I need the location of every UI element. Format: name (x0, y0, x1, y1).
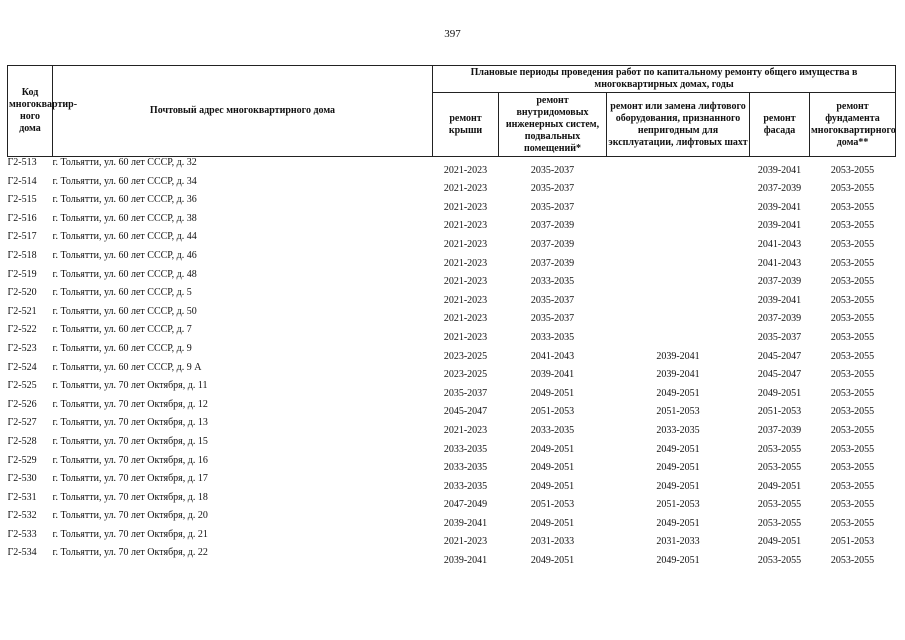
systems-cell: 2037-2039 (530, 257, 575, 269)
roof-cell: 2021-2023 (443, 536, 488, 548)
lift-cell: 2049-2051 (656, 462, 700, 474)
table-row (8, 417, 896, 436)
facade-cell: 2049-2051 (757, 480, 802, 492)
foundation-cell: 2053-2055 (830, 276, 875, 288)
foundation-cell: 2053-2055 (830, 387, 875, 399)
systems-cell: 2049-2051 (530, 387, 575, 399)
foundation-cell: 2053-2055 (830, 517, 875, 529)
systems-cell: 2033-2035 (530, 276, 575, 288)
systems-cell: 2049-2051 (530, 462, 575, 474)
lift-cell (607, 250, 750, 269)
facade-cell: 2037-2039 (757, 424, 802, 436)
table-row (8, 250, 896, 269)
address-cell: г. Тольятти, ул. 70 лет Октября, д. 12 (52, 398, 208, 410)
roof-cell: 2021-2023 (443, 201, 488, 213)
code-cell: Г2-518 (7, 249, 37, 261)
roof-cell: 2033-2035 (443, 443, 488, 455)
table-row (8, 269, 896, 288)
code-cell: Г2-532 (7, 510, 37, 522)
header-address: Почтовый адрес многоквартирного дома (53, 66, 433, 157)
facade-cell: 2051-2053 (757, 406, 802, 418)
address-cell: г. Тольятти, ул. 70 лет Октября, д. 21 (52, 528, 208, 540)
code-cell: Г2-522 (7, 324, 37, 336)
systems-cell: 2039-2041 (530, 369, 575, 381)
table-row (8, 324, 896, 343)
table-row (8, 287, 896, 306)
facade-cell: 2053-2055 (757, 443, 802, 455)
code-cell: Г2-521 (7, 305, 37, 317)
roof-cell: 2021-2023 (443, 331, 488, 343)
roof-cell: 2035-2037 (443, 387, 488, 399)
code-cell: Г2-534 (7, 547, 37, 559)
code-cell: Г2-520 (7, 287, 37, 299)
roof-cell: 2021-2023 (443, 276, 488, 288)
roof-cell: 2033-2035 (443, 462, 488, 474)
facade-cell: 2049-2051 (757, 387, 802, 399)
table-row (8, 306, 896, 325)
lift-cell (607, 269, 750, 288)
roof-cell: 2021-2023 (443, 183, 488, 195)
address-cell: г. Тольятти, ул. 60 лет СССР, д. 9 А (52, 361, 202, 373)
table-row (8, 231, 896, 250)
roof-cell: 2023-2025 (443, 369, 488, 381)
foundation-cell: 2053-2055 (830, 220, 875, 232)
lift-cell: 2051-2053 (656, 406, 700, 418)
address-cell: г. Тольятти, ул. 70 лет Октября, д. 20 (52, 510, 208, 522)
header-lift: ремонт или замена лифтового оборудования, признанного непригодным для эксплуатации, лифтовых шахт (607, 93, 750, 157)
lift-cell: 2049-2051 (656, 555, 700, 567)
foundation-cell: 2053-2055 (830, 555, 875, 567)
systems-cell: 2035-2037 (530, 164, 575, 176)
code-cell: Г2-528 (7, 435, 37, 447)
code-cell: Г2-524 (7, 361, 37, 373)
lift-cell (607, 306, 750, 325)
code-cell: Г2-514 (7, 175, 37, 187)
foundation-cell: 2053-2055 (830, 350, 875, 362)
table-row (8, 157, 896, 176)
table-row (8, 510, 896, 529)
lift-cell: 2039-2041 (656, 350, 700, 362)
header-roof: ремонт крыши (433, 93, 499, 157)
foundation-cell: 2053-2055 (830, 369, 875, 381)
roof-cell: 2021-2023 (443, 238, 488, 250)
address-cell: г. Тольятти, ул. 60 лет СССР, д. 50 (52, 305, 197, 317)
facade-cell: 2035-2037 (757, 331, 802, 343)
lift-cell: 2049-2051 (656, 480, 700, 492)
address-cell: г. Тольятти, ул. 60 лет СССР, д. 9 (52, 342, 192, 354)
address-cell: г. Тольятти, ул. 60 лет СССР, д. 7 (52, 324, 192, 336)
table-row (8, 529, 896, 548)
address-cell: г. Тольятти, ул. 60 лет СССР, д. 38 (52, 212, 197, 224)
code-cell: Г2-533 (7, 528, 37, 540)
foundation-cell: 2053-2055 (830, 201, 875, 213)
lift-cell (607, 213, 750, 232)
address-cell: г. Тольятти, ул. 70 лет Октября, д. 11 (52, 380, 208, 392)
systems-cell: 2037-2039 (530, 238, 575, 250)
table-body (8, 157, 896, 567)
foundation-cell: 2053-2055 (830, 424, 875, 436)
lift-cell: 2033-2035 (656, 424, 700, 436)
facade-cell: 2039-2041 (757, 294, 802, 306)
code-cell: Г2-523 (7, 342, 37, 354)
lift-cell (607, 287, 750, 306)
table-row (8, 455, 896, 474)
systems-cell: 2051-2053 (530, 406, 575, 418)
capital-repair-table (7, 65, 896, 566)
foundation-cell: 2053-2055 (830, 443, 875, 455)
roof-cell: 2021-2023 (443, 424, 488, 436)
systems-cell: 2035-2037 (530, 294, 575, 306)
systems-cell: 2037-2039 (530, 220, 575, 232)
lift-cell: 2049-2051 (656, 517, 700, 529)
address-cell: г. Тольятти, ул. 60 лет СССР, д. 44 (52, 231, 197, 243)
foundation-cell: 2053-2055 (830, 294, 875, 306)
foundation-cell: 2053-2055 (830, 164, 875, 176)
code-cell: Г2-513 (7, 157, 37, 168)
address-cell: г. Тольятти, ул. 60 лет СССР, д. 36 (52, 194, 197, 206)
lift-cell: 2039-2041 (656, 369, 700, 381)
header-facade: ремонт фасада (750, 93, 810, 157)
code-cell: Г2-515 (7, 194, 37, 206)
header-code: Код многоквартир-ного дома (8, 66, 53, 157)
roof-cell: 2039-2041 (443, 555, 488, 567)
roof-cell: 2033-2035 (443, 480, 488, 492)
table-row (8, 547, 896, 566)
lift-cell: 2049-2051 (656, 387, 700, 399)
roof-cell: 2023-2025 (443, 350, 488, 362)
facade-cell: 2041-2043 (757, 257, 802, 269)
lift-cell (607, 231, 750, 250)
table-row (8, 436, 896, 455)
address-cell: г. Тольятти, ул. 60 лет СССР, д. 46 (52, 249, 197, 261)
systems-cell: 2049-2051 (530, 480, 575, 492)
systems-cell: 2049-2051 (530, 555, 575, 567)
roof-cell: 2021-2023 (443, 220, 488, 232)
address-cell: г. Тольятти, ул. 70 лет Октября, д. 17 (52, 473, 208, 485)
code-cell: Г2-531 (7, 491, 37, 503)
address-cell: г. Тольятти, ул. 60 лет СССР, д. 48 (52, 268, 197, 280)
facade-cell: 2053-2055 (757, 555, 802, 567)
facade-cell: 2039-2041 (757, 220, 802, 232)
systems-cell: 2035-2037 (530, 183, 575, 195)
address-cell: г. Тольятти, ул. 60 лет СССР, д. 5 (52, 287, 192, 299)
systems-cell: 2041-2043 (530, 350, 575, 362)
page-number: 397 (444, 28, 461, 40)
address-cell: г. Тольятти, ул. 70 лет Октября, д. 15 (52, 435, 208, 447)
roof-cell: 2021-2023 (443, 313, 488, 325)
foundation-cell: 2053-2055 (830, 331, 875, 343)
code-cell: Г2-516 (7, 212, 37, 224)
header-periods-group: Плановые периоды проведения работ по капитальному ремонту общего имущества в многоквартирных домах, годы (433, 66, 896, 93)
table-row (8, 473, 896, 492)
facade-cell: 2045-2047 (757, 369, 802, 381)
foundation-cell: 2053-2055 (830, 499, 875, 511)
lift-cell (607, 194, 750, 213)
header-systems: ремонт внутридомовых инженерных систем, подвальных помещений* (499, 93, 607, 157)
systems-cell: 2049-2051 (530, 517, 575, 529)
systems-cell: 2051-2053 (530, 499, 575, 511)
systems-cell: 2035-2037 (530, 313, 575, 325)
table-row (8, 399, 896, 418)
foundation-cell: 2053-2055 (830, 257, 875, 269)
foundation-cell: 2053-2055 (830, 183, 875, 195)
systems-cell: 2033-2035 (530, 331, 575, 343)
table-row (8, 362, 896, 381)
code-cell: Г2-530 (7, 473, 37, 485)
code-cell: Г2-519 (7, 268, 37, 280)
foundation-cell: 2053-2055 (830, 313, 875, 325)
address-cell: г. Тольятти, ул. 70 лет Октября, д. 13 (52, 417, 208, 429)
foundation-cell: 2053-2055 (830, 480, 875, 492)
table-row (8, 176, 896, 195)
facade-cell: 2045-2047 (757, 350, 802, 362)
roof-cell: 2021-2023 (443, 164, 488, 176)
code-cell: Г2-525 (7, 380, 37, 392)
facade-cell: 2039-2041 (757, 164, 802, 176)
table-row (8, 213, 896, 232)
facade-cell: 2049-2051 (757, 536, 802, 548)
facade-cell: 2037-2039 (757, 183, 802, 195)
table-row (8, 380, 896, 399)
facade-cell: 2053-2055 (757, 499, 802, 511)
lift-cell (607, 176, 750, 195)
lift-cell (607, 324, 750, 343)
roof-cell: 2021-2023 (443, 257, 488, 269)
address-cell: г. Тольятти, ул. 70 лет Октября, д. 22 (52, 547, 208, 559)
code-cell: Г2-529 (7, 454, 37, 466)
code-cell: Г2-526 (7, 398, 37, 410)
table-row (8, 343, 896, 362)
lift-cell: 2051-2053 (656, 499, 700, 511)
table-row (8, 492, 896, 511)
foundation-cell: 2051-2053 (830, 536, 875, 548)
code-cell: Г2-517 (7, 231, 37, 243)
address-cell: г. Тольятти, ул. 60 лет СССР, д. 34 (52, 175, 197, 187)
facade-cell: 2039-2041 (757, 201, 802, 213)
facade-cell: 2041-2043 (757, 238, 802, 250)
systems-cell: 2033-2035 (530, 424, 575, 436)
lift-cell: 2031-2033 (656, 536, 700, 548)
table-row (8, 194, 896, 213)
lift-cell (607, 157, 750, 176)
systems-cell: 2031-2033 (530, 536, 575, 548)
roof-cell: 2039-2041 (443, 517, 488, 529)
roof-cell: 2045-2047 (443, 406, 488, 418)
facade-cell: 2053-2055 (757, 462, 802, 474)
address-cell: г. Тольятти, ул. 60 лет СССР, д. 32 (52, 157, 197, 168)
lift-cell: 2049-2051 (656, 443, 700, 455)
foundation-cell: 2053-2055 (830, 406, 875, 418)
systems-cell: 2049-2051 (530, 443, 575, 455)
header-foundation: ремонт фундамента многоквартирного дома** (810, 93, 896, 157)
facade-cell: 2037-2039 (757, 313, 802, 325)
facade-cell: 2037-2039 (757, 276, 802, 288)
address-cell: г. Тольятти, ул. 70 лет Октября, д. 18 (52, 491, 208, 503)
address-cell: г. Тольятти, ул. 70 лет Октября, д. 16 (52, 454, 208, 466)
foundation-cell: 2053-2055 (830, 462, 875, 474)
facade-cell: 2053-2055 (757, 517, 802, 529)
code-cell: Г2-527 (7, 417, 37, 429)
roof-cell: 2047-2049 (443, 499, 488, 511)
systems-cell: 2035-2037 (530, 201, 575, 213)
foundation-cell: 2053-2055 (830, 238, 875, 250)
roof-cell: 2021-2023 (443, 294, 488, 306)
